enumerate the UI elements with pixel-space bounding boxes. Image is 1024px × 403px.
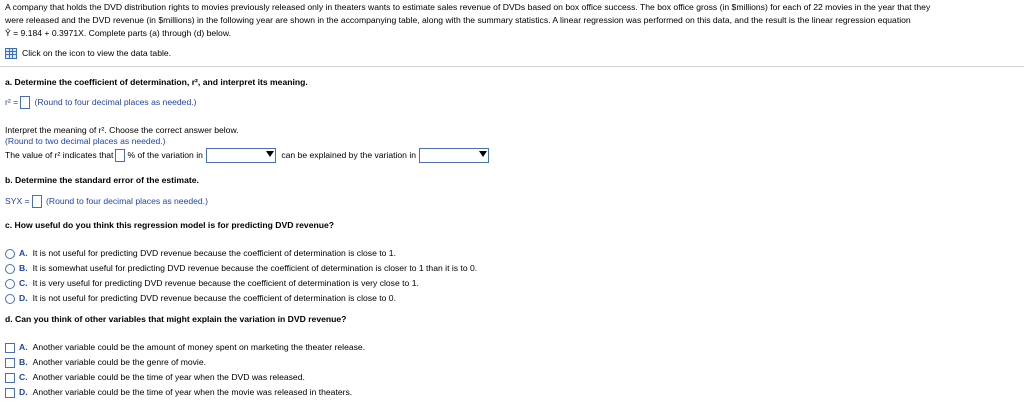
option-d-a[interactable]: A. Another variable could be the amount of money spent on marketing the theater release. (5, 342, 365, 353)
chevron-down-icon[interactable] (266, 151, 274, 157)
interpret-sentence (5, 148, 492, 163)
sentence-mid: % of the variation in (127, 149, 203, 160)
part-b-heading: b. Determine the standard error of the estimate. (5, 175, 199, 185)
option-d-c[interactable]: C. Another variable could be the time of year when the DVD was released. (5, 372, 305, 383)
checkbox[interactable] (5, 343, 15, 353)
explanatory-variable-dropdown[interactable] (419, 148, 489, 163)
radio-button[interactable] (5, 279, 15, 289)
option-d-b[interactable]: B. Another variable could be the genre of movie. (5, 357, 206, 368)
r2-hint: (Round to four decimal places as needed.) (34, 96, 197, 107)
table-icon[interactable] (5, 48, 17, 59)
regression-equation: Ŷ = 9.184 + 0.3971X. Complete parts (a) through (d) below. (5, 28, 231, 38)
divider (0, 66, 1024, 67)
interpret-hint: (Round to two decimal places as needed.) (5, 136, 166, 146)
chevron-down-icon[interactable] (479, 151, 487, 157)
option-c-b[interactable]: B. It is somewhat useful for predicting DVD revenue because the coefficient of determination is closer to 1 than it is to 0. (5, 263, 477, 274)
intro-line-2: were released and the DVD revenue (in $millions) in the following year are shown in the accompanying table, along with the summary statistics. A linear regression was performed on this data, and the result is the linear regression equation (5, 15, 911, 25)
data-table-link-text: Click on the icon to view the data table. (22, 48, 172, 58)
radio-button[interactable] (5, 249, 15, 259)
percent-input[interactable] (115, 149, 125, 162)
data-table-link[interactable] (5, 48, 171, 59)
option-c-d[interactable]: D. It is not useful for predicting DVD revenue because the coefficient of determination is close to 0. (5, 293, 396, 304)
option-c-a[interactable]: A. It is not useful for predicting DVD revenue because the coefficient of determination is close to 1. (5, 248, 396, 259)
checkbox[interactable] (5, 358, 15, 368)
option-c-c[interactable]: C. It is very useful for predicting DVD revenue because the coefficient of determination is very close to 1. (5, 278, 419, 289)
intro-line-1: A company that holds the DVD distribution rights to movies previously released only in theaters wants to estimate sales revenue of DVDs based on box office success. The box office gross (in $millions) for each of 22 movies in the year that they (5, 2, 931, 12)
radio-button[interactable] (5, 294, 15, 304)
interpret-prompt: Interpret the meaning of r². Choose the correct answer below. (5, 125, 239, 135)
r2-label: r² = (5, 96, 19, 107)
part-d-heading: d. Can you think of other variables that might explain the variation in DVD revenue? (5, 314, 347, 324)
part-c-heading: c. How useful do you think this regression model is for predicting DVD revenue? (5, 220, 335, 230)
checkbox[interactable] (5, 388, 15, 398)
radio-button[interactable] (5, 264, 15, 274)
option-d-d[interactable]: D. Another variable could be the time of year when the movie was released in theaters. (5, 387, 352, 398)
sentence-start: The value of r² indicates that (5, 149, 114, 160)
sentence-end: can be explained by the variation in (281, 149, 417, 160)
checkbox[interactable] (5, 373, 15, 383)
r2-answer-input[interactable] (20, 96, 30, 109)
syx-row (5, 195, 208, 208)
syx-label: SYX = (5, 195, 30, 206)
response-variable-dropdown[interactable] (206, 148, 276, 163)
part-a-heading: a. Determine the coefficient of determination, r², and interpret its meaning. (5, 77, 308, 87)
syx-answer-input[interactable] (32, 195, 42, 208)
r2-row (5, 96, 196, 109)
syx-hint: (Round to four decimal places as needed.) (46, 195, 208, 206)
